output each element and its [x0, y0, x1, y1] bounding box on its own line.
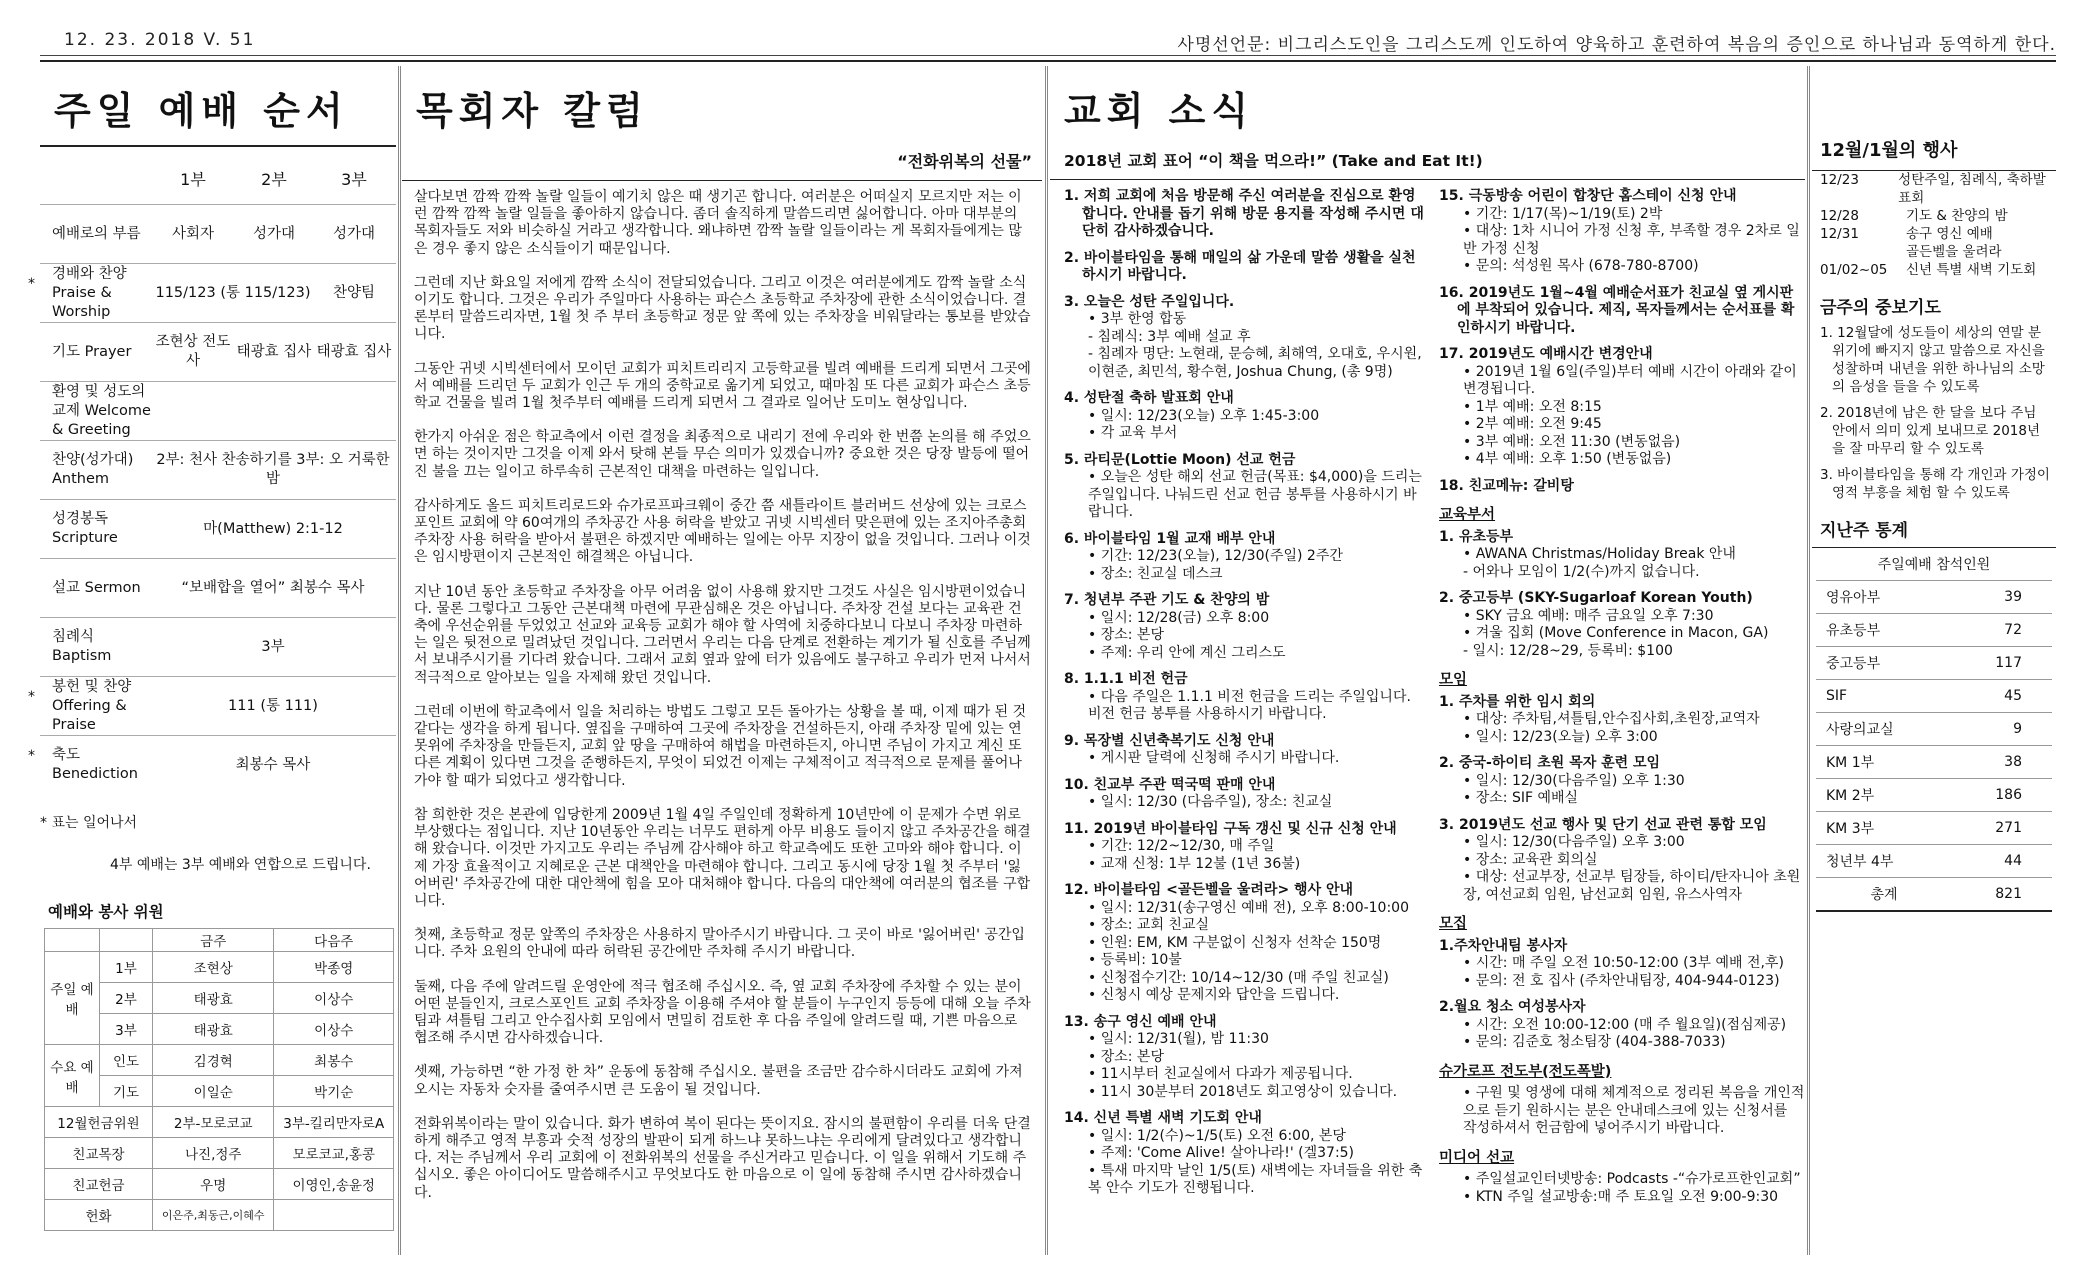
news-item-detail: - 침례자 명단: 노현래, 문승혜, 최해역, 오대호, 우시원, 이현준, 최민석, 황수현, Joshua Chung, (총 9명): [1088, 346, 1422, 380]
news-item-detail: • 장소: 교육관 회의실: [1463, 851, 1598, 868]
event-row: [1820, 171, 2056, 207]
news-item: [1439, 755, 1805, 808]
column-paragraph: 전화위복이라는 말이 있습니다. 화가 변하여 복이 된다는 뜻이지요. 잠시의 불편함이 우리를 더욱 단결하게 해주고 영적 부흥과 숫적 성장의 발판이 되게 하느냐 못하느냐는 우리에게 달려있다고 생각합니다. 저는 주님께서 우리 교회에 이 전화위복의 선물을 주신거라고 믿습니다. 이 일을 위해서 기도해 주십시오. 좋은 아이디어도 말씀해주시고 무엇보다도 한 마음으로 이 일에 동참해 주시면 감사하겠습니다.: [414, 1115, 1031, 1201]
news-item: [1439, 1085, 1805, 1138]
news-section-heading: 슈가로프 전도부(전도폭발): [1439, 1063, 1612, 1080]
event-date: 12/28: [1820, 208, 1859, 224]
attendance-group: KM 1부: [1816, 746, 1952, 779]
news-item-detail: • 각 교육 부서: [1088, 425, 1178, 441]
event-name: 신년 특별 새벽 기도회: [1906, 262, 2037, 278]
news-item-title: 18. 친교메뉴: 갈비탕: [1439, 477, 1574, 494]
news-item-detail: • 문의: 석성원 목사 (678-780-8700): [1463, 258, 1699, 274]
staff-role: 12월헌금위원: [45, 1107, 153, 1138]
order-label: 기도 Prayer: [52, 343, 132, 360]
order-row: [28, 676, 396, 735]
news-item: [1439, 694, 1805, 747]
attendance-row: [1816, 812, 2052, 845]
order-label: 환영 및 성도의 교제 Welcome & Greeting: [52, 383, 151, 438]
column-paragraph: 그런데 이번에 학교측에서 일을 처리하는 방법도 그렇고 모든 돌아가는 상황을 볼 때, 이제 때가 된 것 같다는 생각을 하게 됩니다. 옆집을 구매하여 그곳에 주차장을 건설하든지, 아래 주차장 밑에 있는 연못위에 주차장을 만들든지, 교회 앞 땅을 구매하여 해법을 마련하든지, 아니면 주님이 가지고 계신 또 다른 계획이 있다면 그것을 준행하든지, 무엇이 되었건 이제는 구체적이고 적극적으로 문제를 풀어나가야 할 때가 되었다고 생각합니다.: [414, 703, 1027, 789]
news-right: [1425, 180, 1805, 1215]
staff-next-week: 박기순: [274, 1076, 394, 1107]
event-name: 골든벨을 울려라: [1906, 244, 2002, 260]
news-item-detail: • AWANA Christmas/Holiday Break 안내: [1463, 546, 1736, 562]
staff-this-week: 조현상: [153, 952, 274, 983]
order-row: [40, 617, 396, 676]
order-label: 예배로의 부름: [52, 225, 141, 242]
prayer-title: 금주의 중보기도: [1820, 298, 1941, 318]
news-item: [1064, 821, 1425, 874]
attendance-count: 186: [1952, 779, 2052, 812]
attendance-group: 중고등부: [1816, 647, 1952, 680]
news-item-detail: - 어와나 모임이 1/2(수)까지 없습니다.: [1463, 563, 1700, 580]
staff-group: 수요 예배: [45, 1045, 100, 1107]
order-label: 설교 Sermon: [52, 579, 141, 596]
news-item-detail: • 신청시 예상 문제지와 답안을 드립니다.: [1088, 987, 1340, 1003]
news-section-heading: 교육부서: [1439, 507, 1496, 523]
attendance-count: 44: [1952, 845, 2052, 878]
news-item-title: 5. 라티문(Lottie Moon) 선교 헌금: [1064, 451, 1296, 468]
church-news-title: 교회 소식: [1064, 89, 1255, 133]
attendance-group: SIF: [1816, 680, 1952, 713]
news-item-title: 1. 유초등부: [1439, 528, 1514, 545]
event-date: 12/31: [1820, 226, 1859, 242]
event-name: 송구 영신 예배: [1906, 226, 1993, 242]
stats-header: 주일예배 참석인원: [1877, 557, 1991, 573]
news-item-detail: • 오늘은 성탄 해외 선교 헌금(목표: $4,000)을 드리는 주일입니다. 나눠드린 선교 헌금 봉투를 사용하시기 바랍니다.: [1088, 469, 1422, 520]
attendance-group: 사랑의교실: [1816, 713, 1952, 746]
news-item-detail: • 장소: 본당: [1088, 1048, 1164, 1065]
news-item-detail: • 일시: 1/2(수)~1/5(토) 오전 6:00, 본당: [1088, 1127, 1346, 1144]
attendance-count: 9: [1952, 713, 2052, 746]
order-row: [40, 440, 396, 499]
news-item-detail: • 기간: 12/2~12/30, 매 주일: [1088, 838, 1275, 854]
staff-this-week: 태광효: [153, 983, 274, 1014]
news-item-detail: • 주제: 우리 안에 계신 그리스도: [1088, 644, 1286, 661]
news-item-detail: • 장소: 교회 친교실: [1088, 917, 1209, 933]
staff-row: [45, 952, 394, 983]
news-item-detail: • 일시: 12/23(오늘) 오후 3:00: [1463, 728, 1658, 745]
news-item-detail: • 일시: 12/23(오늘) 오후 1:45-3:00: [1088, 407, 1320, 424]
attendance-total: 821: [1952, 878, 2052, 912]
news-item-title: 12. 바이블타임 <골든벨을 울려라> 행사 안내: [1064, 882, 1354, 898]
news-item: [1439, 478, 1805, 496]
staff-this-week: 김경혁: [153, 1045, 274, 1076]
attendance-count: 38: [1952, 746, 2052, 779]
order-row: [40, 322, 396, 381]
news-item-detail: • 일시: 12/31(송구영신 예배 전), 오후 8:00-10:00: [1088, 899, 1409, 916]
news-item-title: 2. 바이블타임을 통해 매일의 삶 가운데 말씀 생활을 실천하시기 바랍니다.: [1064, 249, 1416, 283]
attendance-total-row: [1816, 878, 2052, 912]
service-1-value: 사회자: [171, 225, 215, 242]
column-paragraph: 지난 10년 동안 초등학교 주차장을 아무 어려움 없이 사용해 왔지만 그것도 사실은 임시방편이었습니다. 물론 그렇다고 그동안 근본대책 마련에 무관심해온 것은 아닙니다. 주차장 건설 보다는 교육관 건축에 우선순위를 두었었고 선교와 교육등 교회가 해야 할 사역에 치중하다보니 다보니 주차장 마련하는 일은 뒷전으로 밀려났던 것입니다. 그러면서 우리는 다음 단계로 전환하는 계기가 될 신호를 주님께서 보내주시기를 기다려 왔습니다. 그래서 교회 옆과 앞에 터가 있음에도 불구하고 우리가 먼저 나서서 적극적으로 알아보는 일을 자제해 왔던 것입니다.: [414, 583, 1031, 686]
column-paragraph: 셋째, 가능하면 “한 가정 한 차” 운동에 동참해 주십시오. 불편을 조금만 감수하시더라도 교회에 가져오시는 자동차 숫자를 줄여주시면 큰 도움이 될 것입니다.: [414, 1064, 1023, 1098]
news-item-detail: • 11시부터 친교실에서 다과가 제공됩니다.: [1088, 1066, 1353, 1082]
news-item-detail: • 일시: 12/30 (다음주일), 장소: 친교실: [1088, 794, 1333, 810]
news-item: [1064, 592, 1425, 662]
news-item-title: 4. 성탄절 축하 발표회 안내: [1064, 390, 1234, 406]
news-item: [1439, 590, 1805, 660]
event-row: [1820, 261, 2056, 279]
staff-next-week: 박종영: [274, 952, 394, 983]
column-paragraph: 참 희한한 것은 본관에 입당한게 2009년 1월 4일 주일인데 정확하게 10년만에 이 문제가 수면 위로 부상했다는 점입니다. 지난 10년동안 우리는 너무도 편하게 아무 비용도 들이지 않고 주차공간을 해결해 왔습니다. 이것만 가지고도 우리는 주님께 감사해야 하고 학교측에도 또한 고마와 해야 합니다. 이제 가장 효율적이고 지혜로운 근본 대책안을 마련해야 합니다. 그리고 동시에 당장 1월 첫 주부터 '잃어버린' 주차공간에 대한 대안책에 힘을 모아 대처해야 합니다. 다음의 대안책에 여러분의 협조를 구합니다.: [414, 806, 1031, 909]
staff-row: [45, 1138, 394, 1169]
staff-slot: 기도: [100, 1076, 153, 1107]
news-item-title: 11. 2019년 바이블타임 구독 갱신 및 신규 신청 안내: [1064, 820, 1397, 837]
attendance-row: [1816, 680, 2052, 713]
news-item-detail: • 시간: 오전 10:00-12:00 (매 주 월요일)(점심제공): [1463, 1016, 1787, 1033]
service-3-value: 성가대: [332, 225, 376, 242]
staff-this-week: 이은주,최동근,이혜수: [153, 1200, 274, 1231]
staff-next-week: 이영인,송윤정: [274, 1169, 394, 1200]
prayer-item: 3. 바이블타임을 통해 각 개인과 가정이 영적 부흥을 체험 할 수 있도록: [1820, 467, 2050, 501]
news-item-detail: • 일시: 12/30(다음주일) 오후 1:30: [1463, 772, 1685, 789]
order-label: 축도 Benediction: [52, 747, 138, 782]
news-item-title: 3. 오늘은 성탄 주일입니다.: [1064, 293, 1235, 310]
news-item-detail: • 기간: 12/23(오늘), 12/30(주일) 2주간: [1088, 548, 1343, 564]
service-1-label: 1부: [180, 170, 206, 189]
service-1-value: 조현상 전도사: [155, 334, 231, 369]
attendance-row: [1816, 713, 2052, 746]
event-row: [1820, 207, 2056, 225]
side-column: [1812, 66, 2056, 1255]
column-divider: [1045, 66, 1048, 1255]
staff-next-week: [274, 1200, 394, 1231]
event-date: 12/23: [1820, 172, 1859, 188]
news-item: [1064, 1110, 1425, 1198]
news-item-title: 8. 1.1.1 비전 헌금: [1064, 671, 1188, 687]
event-row: [1820, 225, 2056, 243]
news-item-detail: • 2부 예배: 오전 9:45: [1463, 416, 1602, 432]
staff-this-week: 우명: [153, 1169, 274, 1200]
news-item: [1439, 999, 1805, 1052]
news-item: [1439, 188, 1805, 276]
news-item-title: 14. 신년 특별 새벽 기도회 안내: [1064, 1110, 1262, 1126]
news-item-title: 13. 송구 영신 예배 안내: [1064, 1013, 1217, 1030]
news-item-detail: • 문의: 김준호 청소팀장 (404-388-7033): [1463, 1034, 1726, 1050]
news-item-detail: • 특새 마지막 날인 1/5(토) 새벽에는 자녀들을 위한 축복 안수 기도가 진행됩니다.: [1088, 1162, 1423, 1196]
staff-table: [44, 928, 394, 1231]
column-headline: “전화위복의 선물”: [897, 152, 1032, 171]
news-item-detail: • KTN 주일 설교방송:매 주 토요일 오전 9:00-9:30: [1463, 1188, 1779, 1205]
news-item-title: 17. 2019년도 예배시간 변경안내: [1439, 346, 1653, 362]
order-row: [28, 735, 396, 794]
news-item-detail: • 대상: 주차팀,셔틀팀,안수집사회,초원장,교역자: [1463, 711, 1760, 727]
news-item-detail: • 인원: EM, KM 구분없이 신청자 선착순 150명: [1088, 934, 1382, 951]
staff-row: [45, 1107, 394, 1138]
order-value: 111 (통 111): [228, 697, 318, 714]
news-item: [1064, 294, 1425, 382]
news-item-title: 15. 극동방송 어린이 합창단 홈스테이 신청 안내: [1439, 188, 1737, 204]
prayer-item: 2. 2018년에 남은 한 달을 보다 주님 안에서 의미 있게 보내므로 2018년을 잘 마무리 할 수 있도록: [1820, 405, 2041, 457]
news-item: [1064, 1014, 1425, 1102]
standing-note: * 표는 일어나서: [40, 815, 138, 831]
attendance-count: 39: [1952, 581, 2052, 614]
mission-statement: 사명선언문: 비그리스도인을 그리스도께 인도하여 양육하고 훈련하여 복음의 증인으로 하나님과 동역하게 한다.: [1177, 35, 2056, 55]
joint-service-note: 4부 예배는 3부 예배와 연합으로 드립니다.: [110, 857, 371, 873]
attendance-group: KM 3부: [1816, 812, 1952, 845]
news-item-title: 2. 중고등부 (SKY-Sugarloaf Korean Youth): [1439, 590, 1753, 606]
order-label: 경배와 찬양 Praise & Worship: [52, 265, 127, 320]
staff-slot: 인도: [100, 1045, 153, 1076]
order-row: [40, 381, 396, 440]
news-item: [1064, 390, 1425, 443]
attendance-count: 271: [1952, 812, 2052, 845]
staff-header-this-week: 금주: [153, 929, 274, 952]
news-section-heading: 미디어 선교: [1439, 1149, 1515, 1166]
news-item-detail: • 교재 신청: 1부 12불 (1년 36불): [1088, 855, 1301, 872]
date-volume: 12. 23. 2018 V. 51: [64, 30, 256, 50]
staff-slot: 3부: [100, 1014, 153, 1045]
staff-row: [45, 1169, 394, 1200]
news-item-detail: • 기간: 1/17(목)~1/19(토) 2박: [1463, 205, 1663, 222]
news-item-title: 16. 2019년도 1월~4월 예배순서표가 친교실 옆 게시판에 부착되어 있습니다. 제직, 목자들께서는 순서표를 확인하시기 바랍니다.: [1439, 284, 1795, 336]
order-value: 2부: 천사 찬송하기를 3부: 오 거룩한 밤: [156, 452, 390, 487]
worship-order-title: 주일 예배 순서: [54, 89, 349, 133]
staff-next-week: 이상수: [274, 983, 394, 1014]
news-item-detail: • 1부 예배: 오전 8:15: [1463, 398, 1602, 415]
attendance-row: [1816, 647, 2052, 680]
news-item-detail: • 대상: 선교부장, 선교부 팀장들, 하이티/탄자니아 초원장, 여선교회 임원, 남선교회 임원, 유스사역자: [1463, 869, 1801, 903]
column-divider: [398, 66, 401, 1255]
news-item-title: 6. 바이블타임 1월 교재 배부 안내: [1064, 530, 1276, 547]
staff-this-week: 나진,정주: [153, 1138, 274, 1169]
church-news-column: [1050, 66, 1805, 1255]
news-item: [1064, 531, 1425, 584]
column-body: [414, 189, 1032, 1202]
staff-group: 주일 예배: [45, 952, 100, 1045]
news-item-detail: • 일시: 12/31(월), 밤 11:30: [1088, 1031, 1269, 1047]
attendance-table: [1816, 580, 2052, 912]
column-divider: [1807, 66, 1810, 1255]
order-row: [40, 499, 396, 558]
title-rule: [40, 145, 396, 147]
staff-slot: 1부: [100, 952, 153, 983]
news-item-title: 9. 목장별 신년축복기도 신청 안내: [1064, 732, 1275, 749]
news-item: [1439, 817, 1805, 905]
order-row: [28, 263, 396, 322]
top-bar: [64, 26, 2056, 56]
news-item-detail: • 다음 주일은 1.1.1 비전 헌금을 드리는 주일입니다. 비전 헌금 봉투를 사용하시기 바랍니다.: [1088, 688, 1411, 722]
events-list: [1820, 171, 2056, 279]
news-item-detail: • 주일설교인터넷방송: Podcasts -“슈가로프한인교회”: [1463, 1171, 1801, 1187]
staff-title: 예배와 봉사 위원: [48, 903, 164, 921]
service-3-value: 찬양팀: [332, 284, 376, 301]
service-2-value: 성가대: [252, 225, 296, 242]
order-rows: [28, 204, 396, 794]
news-item-detail: • 구원 및 영생에 대해 체계적으로 정리된 복음을 개인적으로 듣기 원하시는 분은 안내데스크에 있는 신청서를 작성하셔서 헌금함에 넣어주시기 바랍니다.: [1463, 1085, 1805, 1136]
news-item-detail: • 장소: 본당: [1088, 627, 1164, 643]
news-item-detail: • 등록비: 10불: [1088, 952, 1182, 968]
staff-role: 친교헌금: [45, 1169, 153, 1200]
staff-next-week: 이상수: [274, 1014, 394, 1045]
news-item-detail: • 장소: 친교실 데스크: [1088, 565, 1223, 582]
service-2-label: 2부: [261, 170, 287, 189]
attendance-group: 청년부 4부: [1816, 845, 1952, 878]
news-item-detail: • 3부 예배: 오전 11:30 (변동없음): [1463, 433, 1681, 450]
news-item: [1064, 452, 1425, 522]
column-paragraph: 한가지 아쉬운 점은 학교측에서 이런 결정을 최종적으로 내리기 전에 우리와 한 번쯤 논의를 해 주었으면 하는 것이지만 그것을 이제 와서 탓해 본들 무슨 의미가 있겠습니까? 중요한 것은 당장 발등에 떨어진 불을 끄는 일이고 하루속히 근본적인 대책을 마련하는 일입니다.: [414, 429, 1031, 480]
attendance-row: [1816, 845, 2052, 878]
news-item-title: 1. 주차를 위한 임시 회의: [1439, 693, 1596, 710]
event-date: [1820, 243, 1906, 261]
news-item: [1439, 285, 1805, 338]
service-3-label: 3부: [341, 170, 367, 189]
order-label: 봉헌 및 찬양 Offering & Praise: [52, 678, 132, 733]
news-item-detail: • 2019년 1월 6일(주일)부터 예배 시간이 아래와 같이 변경됩니다.: [1463, 363, 1797, 397]
news-item-detail: • 3부 한영 합동: [1088, 311, 1187, 327]
service-3-value: 태광효 집사: [316, 343, 392, 360]
event-name: 성탄주일, 침례식, 축하발표회: [1898, 172, 2046, 206]
news-left: [1050, 180, 1425, 1215]
church-motto: 2018년 교회 표어 “이 책을 먹으라!” (Take and Eat It!): [1064, 152, 1483, 170]
news-body: [1050, 179, 1805, 1215]
service-header: [40, 167, 396, 190]
news-item: [1064, 777, 1425, 812]
attendance-row: [1816, 581, 2052, 614]
stats-title: 지난주 통계: [1820, 521, 1909, 541]
news-item-detail: • 주제: 'Come Alive! 살아나라!' (겔37:5): [1088, 1145, 1355, 1161]
column-paragraph: 그동안 귀넷 시빅센터에서 모이던 교회가 피치트리리지 고등학교를 빌려 예배를 드리게 되면서 그곳에서 예배를 드리던 두 교회가 인근 두 개의 중학교로 옮기게 되었고, 때마침 또 다른 교회가 파슨스 초등학교 건물을 빌려 1월 첫주부터 예배를 드리게 되면서 그 결과로 일어난 도미노 현상입니다.: [414, 360, 1031, 412]
column-paragraph: 둘째, 다음 주에 알려드릴 운영안에 적극 협조해 주십시오. 즉, 옆 교회 주차장에 주차할 수 있는 분이 어떤 분들인지, 크로스포인트 교회 주차장을 이용해 주셔야 할 분들이 누구인지 등등에 대해 오늘 주차팀과 셔틀팀 그리고 안수집사회 모임에서 면밀히 검토한 후 다음 주일에 알려드릴 때, 기쁜 마음으로 협조해 주시면 감사하겠습니다.: [414, 978, 1031, 1047]
news-item-detail: • 게시판 달력에 신청해 주시기 바랍니다.: [1088, 750, 1340, 766]
top-rule: [40, 55, 2056, 56]
news-item: [1439, 1171, 1805, 1206]
events-title: 12월/1월의 행사: [1820, 140, 1958, 161]
column-paragraph: 첫째, 초등학교 정문 앞쪽의 주차장은 사용하지 말아주시기 바랍니다. 그 곳이 바로 '잃어버린' 공간입니다. 주차 요원의 안내에 따라 허락된 공간에만 주차해 주시기 바랍니다.: [414, 927, 1025, 961]
staff-slot: 2부: [100, 983, 153, 1014]
attendance-row: [1816, 746, 2052, 779]
attendance-count: 45: [1952, 680, 2052, 713]
attendance-total-label: 총계: [1816, 878, 1952, 912]
news-item-title: 7. 청년부 주관 기도 & 찬양의 밤: [1064, 592, 1270, 608]
prayer-list: [1812, 324, 2056, 502]
news-item: [1439, 529, 1805, 582]
pastor-column: [402, 66, 1042, 1255]
staff-this-week: 태광효: [153, 1014, 274, 1045]
news-section-heading: 모집: [1439, 916, 1468, 932]
event-date: 01/02~05: [1820, 262, 1888, 278]
attendance-count: 72: [1952, 614, 2052, 647]
event-name: 기도 & 찬양의 밤: [1906, 208, 2008, 224]
news-item-detail: • 장소: SIF 예배실: [1463, 790, 1579, 806]
news-item: [1064, 250, 1425, 285]
top-rule-thick: [40, 60, 2056, 62]
news-item-title: 2.월요 청소 여성봉사자: [1439, 999, 1586, 1015]
staff-row: [45, 1045, 394, 1076]
order-row: [40, 204, 396, 263]
worship-order-column: [28, 66, 396, 1255]
staff-next-week: 최봉수: [274, 1045, 394, 1076]
news-item-detail: • 일시: 12/28(금) 오후 8:00: [1088, 609, 1270, 626]
staff-this-week: 이일순: [153, 1076, 274, 1107]
attendance-row: [1816, 614, 2052, 647]
order-value: “보배합을 열어” 최봉수 목사: [181, 579, 365, 596]
order-value: 마(Matthew) 2:1-12: [203, 520, 343, 537]
order-label: 침례식 Baptism: [52, 629, 112, 664]
news-item-detail: • 4부 예배: 오후 1:50 (변동없음): [1463, 451, 1672, 467]
news-item-detail: • SKY 금요 예배: 매주 금요일 오후 7:30: [1463, 607, 1714, 624]
news-item-title: 10. 친교부 주관 떡국떡 판매 안내: [1064, 776, 1276, 793]
news-item-detail: - 침례식: 3부 예배 설교 후: [1088, 328, 1251, 345]
news-item: [1064, 188, 1425, 241]
order-value: 최봉수 목사: [235, 756, 311, 773]
service-1-2-value: 115/123 (통 115/123): [155, 284, 311, 301]
news-item-detail: • 대상: 1차 시니어 가정 신청 후, 부족할 경우 2차로 일반 가정 신청: [1463, 223, 1800, 257]
news-item: [1064, 671, 1425, 724]
event-row: [1820, 243, 2056, 261]
staff-row: [45, 1200, 394, 1231]
attendance-count: 117: [1952, 647, 2052, 680]
staff-header-next-week: 다음주: [274, 929, 394, 952]
attendance-group: 영유아부: [1816, 581, 1952, 614]
column-paragraph: 그런데 지난 화요일 저에게 깜짝 소식이 전달되었습니다. 그리고 이것은 여러분에게도 깜짝 놀랄 소식이기도 합니다. 그것은 우리가 주일마다 사용하는 파슨스 초등학교 주차장에 관한 소식이었습니다. 결론부터 말씀드리자면, 1월 첫 주 부터 초등학교 정문 앞 쪽에 있는 주차장을 비워달라는 통보를 받았습니다.: [414, 274, 1031, 343]
news-item-detail: • 신청접수기간: 10/14~12/30 (매 주일 친교실): [1088, 969, 1389, 986]
news-item: [1064, 733, 1425, 768]
pastor-column-title: 목회자 칼럼: [416, 89, 649, 133]
staff-this-week: 2부-모로코교: [153, 1107, 274, 1138]
news-item-detail: - 일시: 12/28~29, 등록비: $100: [1463, 642, 1673, 659]
attendance-group: KM 2부: [1816, 779, 1952, 812]
news-item-title: 3. 2019년도 선교 행사 및 단기 선교 관련 통합 모임: [1439, 816, 1767, 833]
order-row: [40, 558, 396, 617]
column-paragraph: 살다보면 깜짝 깜짝 놀랄 일들이 예기치 않은 때 생기곤 합니다. 여러분은 어떠실지 모르지만 저는 이런 깜짝 깜짝 놀랄 일들을 좋아하지 않습니다. 좀더 솔직하게 말씀드리면 싫어합니다. 아마 대부분의 목회자들도 저와 비슷하실 거라고 생각합니다. 왜냐하면 깜짝 놀랄 일들이라는 게 목회자들에게는 많은 경우 좋지 않은 소식들이기 때문입니다.: [414, 189, 1022, 257]
news-item-title: 2. 중국-하이티 초원 목자 훈련 모임: [1439, 755, 1661, 771]
news-item-detail: • 일시: 12/30(다음주일) 오후 3:00: [1463, 834, 1685, 850]
order-value: 3부: [261, 638, 285, 655]
stand-marker: *: [28, 689, 35, 705]
news-item-title: 1. 저희 교회에 처음 방문해 주신 여러분을 진심으로 환영합니다. 안내를 돕기 위해 방문 용지를 작성해 주시면 대단히 감사하겠습니다.: [1064, 188, 1424, 239]
news-item-title: 1.주차안내팀 봉사자: [1439, 937, 1568, 954]
news-item: [1439, 346, 1805, 469]
order-label: 성경봉독 Scripture: [52, 511, 118, 546]
staff-role: 헌화: [45, 1200, 153, 1231]
news-item-detail: • 겨울 집회 (Move Conference in Macon, GA): [1463, 625, 1769, 641]
stand-marker: *: [28, 276, 35, 292]
attendance-group: 유초등부: [1816, 614, 1952, 647]
attendance-row: [1816, 779, 2052, 812]
news-item-detail: • 시간: 매 주일 오전 10:50-12:00 (3부 예배 전,후): [1463, 955, 1784, 971]
service-2-value: 태광효 집사: [236, 343, 312, 360]
staff-next-week: 모로코교,홍콩: [274, 1138, 394, 1169]
news-item: [1064, 882, 1425, 1005]
prayer-item: 1. 12월달에 성도들이 세상의 연말 분위기에 빠지지 않고 말씀으로 자신을 성찰하며 내년을 위한 하나님의 소망의 음성을 들을 수 있도록: [1820, 325, 2045, 395]
news-item-detail: • 11시 30분부터 2018년도 회고영상이 있습니다.: [1088, 1083, 1398, 1100]
news-item: [1439, 938, 1805, 991]
staff-role: 친교목장: [45, 1138, 153, 1169]
stand-marker: *: [28, 748, 35, 764]
order-label: 찬양(성가대) Anthem: [52, 452, 134, 487]
column-paragraph: 감사하게도 올드 피치트리로드와 슈가로프파크웨이 중간 쯤 새틀라이트 블러버드 선상에 있는 크로스포인트 교회에 약 60여개의 주차공간 사용 허락을 받았고 귀넷 시빅센터 맞은편에 있는 조지아주총회 주차장 사용 허락을 받아서 불편은 하겠지만 예배하는 일에는 아무 지장이 없을 것입니다. 그러나 이것은 임시방편이지 근본적인 해결책은 아닙니다.: [414, 497, 1031, 566]
news-item-detail: • 문의: 전 호 집사 (주차안내팀장, 404-944-0123): [1463, 972, 1780, 989]
news-section-heading: 모임: [1439, 672, 1468, 688]
staff-next-week: 3부-킬리만자로A: [274, 1107, 394, 1138]
